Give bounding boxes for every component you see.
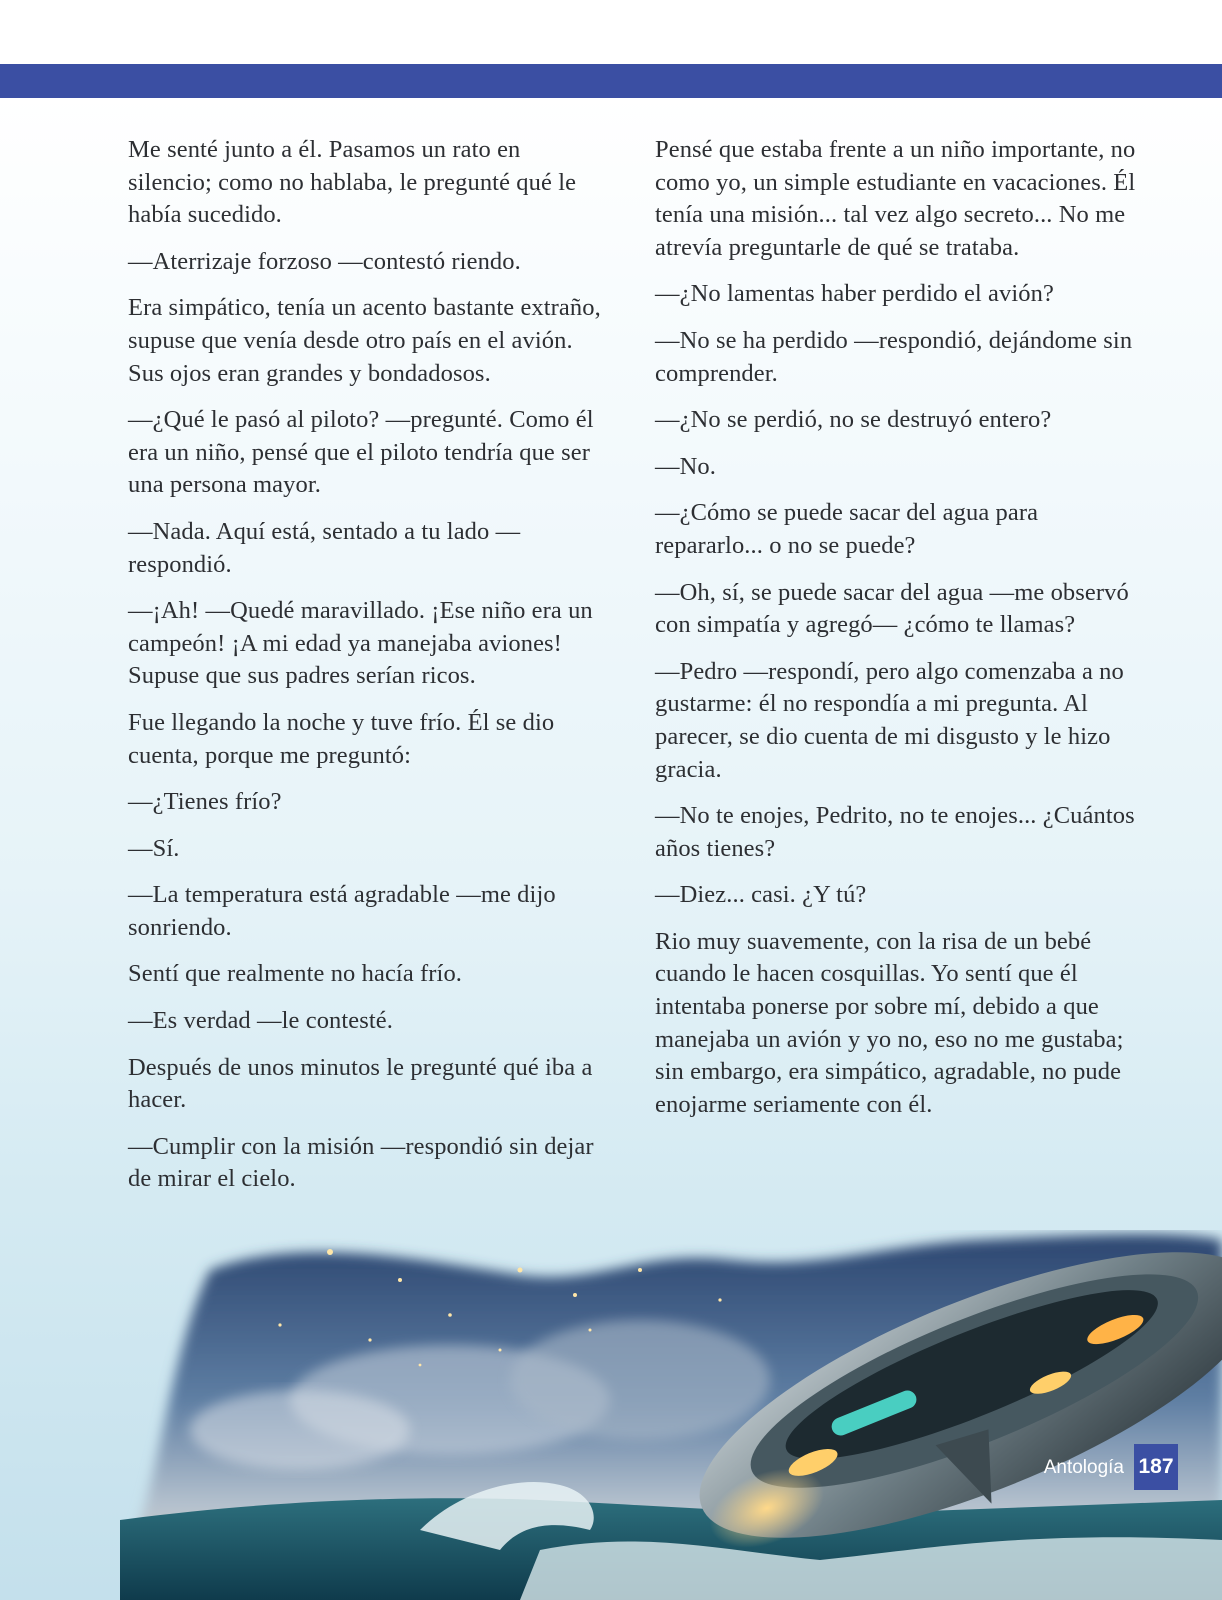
paragraph: —No se ha perdido —respondió, dejándome sin comprender. <box>655 326 1133 387</box>
paragraph: —Oh, sí, se puede sacar del agua —me observó con simpatía y agregó— ¿cómo te llamas? <box>655 578 1129 639</box>
paragraph: —Aterrizaje forzoso —contestó riendo. <box>128 247 521 275</box>
paragraph: —Diez... casi. ¿Y tú? <box>655 881 867 909</box>
section-label: Antología <box>1043 1457 1124 1478</box>
paragraph: Fue llegando la noche y tuve frío. Él se dio cuenta, porque me preguntó: <box>128 708 555 769</box>
paragraph: Sentí que realmente no hacía frío. <box>128 960 463 988</box>
left-text-column <box>128 134 608 1210</box>
paragraph: —¿No se perdió, no se destruyó entero? <box>655 406 1052 434</box>
paragraph: Era simpático, tenía un acento bastante extraño, supuse que venía desde otro país en el avión. Sus ojos eran grandes y bondadosos. <box>128 294 601 387</box>
paragraph: —¿Tienes frío? <box>128 788 282 816</box>
paragraph: Rio muy suavemente, con la risa de un bebé cuando le hacen cosquillas. Yo sentí que él intentaba ponerse por sobre mí, debido a que manejaba un avión y yo no, eso no me gustaba; sin embargo, era simpático, agradable, no pude enojarme seriamente con él. <box>655 927 1124 1118</box>
paragraph: —No te enojes, Pedrito, no te enojes... ¿Cuántos años tienes? <box>655 802 1135 862</box>
header-band <box>0 64 1222 98</box>
paragraph: —¿Qué le pasó al piloto? —pregunté. Como él era un niño, pensé que el piloto tendría que ser una persona mayor. <box>128 406 594 499</box>
paragraph: —Es verdad —le contesté. <box>128 1007 394 1035</box>
paragraph: —No. <box>655 452 716 480</box>
paragraph: —Sí. <box>128 834 180 862</box>
paragraph: —Nada. Aquí está, sentado a tu lado —respondió. <box>128 517 521 578</box>
paragraph: Después de unos minutos le pregunté qué iba a hacer. <box>128 1053 593 1114</box>
paragraph: —¡Ah! —Quedé maravillado. ¡Ese niño era un campeón! ¡A mi edad ya manejaba aviones! Supuse que sus padres serían ricos. <box>128 597 593 690</box>
paragraph: Pensé que estaba frente a un niño importante, no como yo, un simple estudiante en vacaciones. Él tenía una misión... tal vez algo secreto... No me atrevía preguntarle de qué se trataba. <box>655 136 1136 261</box>
paragraph: —Pedro —respondí, pero algo comenzaba a no gustarme: él no respondía a mi pregunta. Al parecer, se dio cuenta de mi disgusto y le hizo gracia. <box>655 657 1124 783</box>
paragraph: —¿No lamentas haber perdido el avión? <box>655 280 1054 308</box>
right-text-column <box>655 134 1145 1135</box>
paragraph: —Cumplir con la misión —respondió sin dejar de mirar el cielo. <box>128 1132 594 1193</box>
paragraph: —La temperatura está agradable —me dijo sonriendo. <box>128 881 556 941</box>
paragraph: Me senté junto a él. Pasamos un rato en silencio; como no hablaba, le pregunté qué le había sucedido. <box>128 136 577 229</box>
page-number: 187 <box>1134 1444 1178 1490</box>
ufo-over-ocean-illustration <box>120 1230 1222 1600</box>
paragraph: —¿Cómo se puede sacar del agua para repararlo... o no se puede? <box>655 499 1039 559</box>
